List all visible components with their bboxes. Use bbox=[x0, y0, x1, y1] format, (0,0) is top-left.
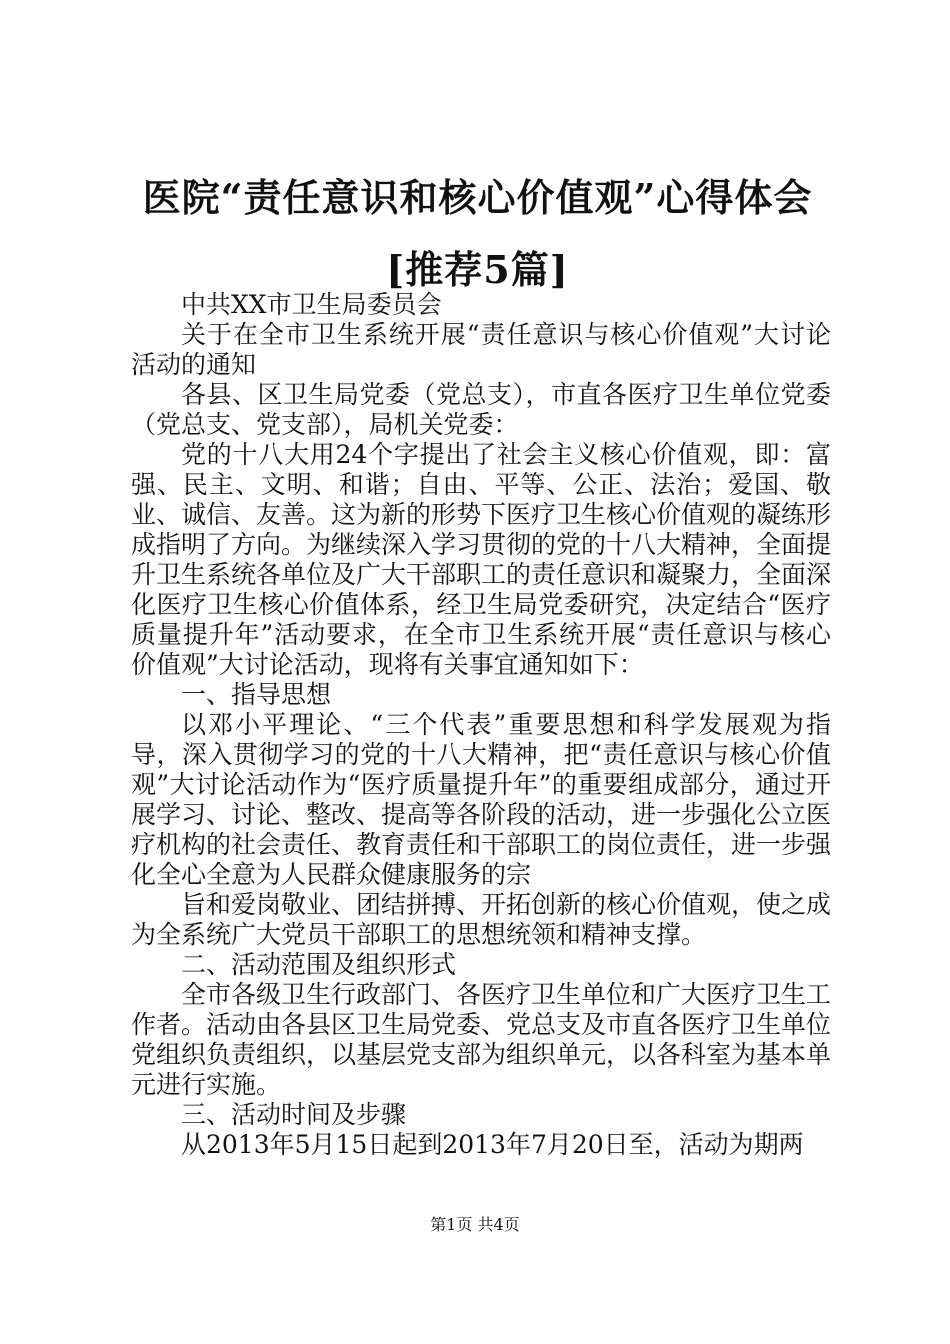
paragraph: 各县、区卫生局党委（党总支），市直各医疗卫生单位党委（党总支、党支部），局机关党委： bbox=[131, 380, 831, 439]
section-heading: 二、活动范围及组织形式 bbox=[181, 950, 457, 979]
paragraph: 中共XX市卫生局委员会 bbox=[181, 290, 442, 319]
paragraph: 从2013年5月15日起到2013年7月20日至，活动为期两 bbox=[181, 1130, 804, 1159]
document-body bbox=[131, 290, 831, 1160]
page-number: 第1页 共4页 bbox=[430, 1215, 520, 1234]
paragraph: 以邓小平理论、“三个代表”重要思想和科学发展观为指导，深入贯彻学习的党的十八大精神，把“责任意识与核心价值观”大讨论活动作为“医疗质量提升年”的重要组成部分，通过开展学习、讨论、整改、提高等各阶段的活动，进一步强化公立医疗机构的社会责任、教育责任和干部职工的岗位责任，进一步强化全心全意为人民群众健康服务的宗 bbox=[131, 710, 832, 889]
paragraph: 全市各级卫生行政部门、各医疗卫生单位和广大医疗卫生工作者。活动由各县区卫生局党委、党总支及市直各医疗卫生单位党组织负责组织，以基层党支部为组织单元，以各科室为基本单元进行实施。 bbox=[131, 980, 832, 1099]
paragraph: 旨和爱岗敬业、团结拼搏、开拓创新的核心价值观，使之成为全系统广大党员干部职工的思想统领和精神支撑。 bbox=[131, 890, 832, 949]
paragraph: 党的十八大用24个字提出了社会主义核心价值观，即：富强、民主、文明、和谐；自由、平等、公正、法治；爱国、敬业、诚信、友善。这为新的形势下医疗卫生核心价值观的凝练形成指明了方向。为继续深入学习贯彻的党的十八大精神，全面提升卫生系统各单位及广大干部职工的责任意识和凝聚力，全面深化医疗卫生核心价值体系，经卫生局党委研究，决定结合“医疗质量提升年”活动要求，在全市卫生系统开展“责任意识与核心价值观”大讨论活动，现将有关事宜通知如下： bbox=[131, 440, 832, 679]
document-title: 医院“责任意识和核心价值观”心得体会[推荐5篇] bbox=[142, 175, 813, 292]
section-heading: 三、活动时间及步骤 bbox=[181, 1100, 407, 1129]
section-heading: 一、指导思想 bbox=[181, 680, 332, 709]
paragraph: 关于在全市卫生系统开展“责任意识与核心价值观”大讨论活动的通知 bbox=[131, 320, 831, 379]
